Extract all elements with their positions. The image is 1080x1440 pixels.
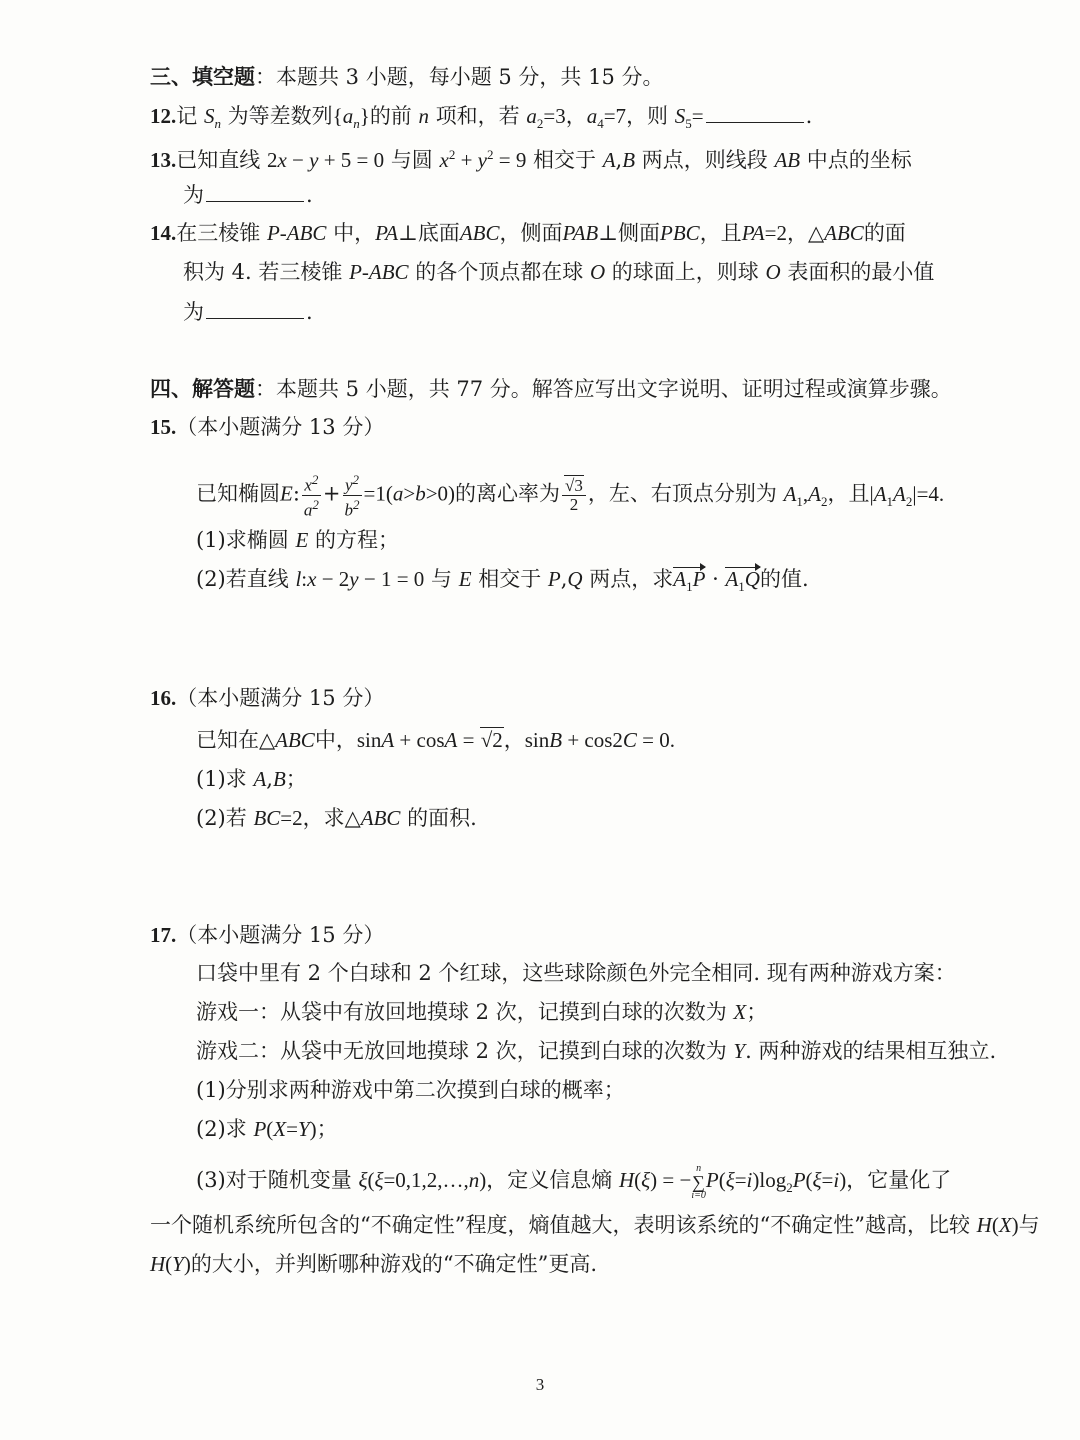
q16-part2: (2)若 BC=2，求△ABC 的面积. xyxy=(196,806,477,830)
q13-answer-blank[interactable] xyxy=(206,183,304,202)
q15-text: 的方程； xyxy=(314,528,399,552)
q17-text: 一个随机系统所包含的“不确定性”程度，熵值越大，表明该系统的“不确定性”越高，比较 xyxy=(150,1213,970,1237)
q12-answer-blank[interactable] xyxy=(706,104,804,123)
q17-text: 与 xyxy=(1018,1213,1040,1237)
q16-text: (2)若 xyxy=(196,806,247,830)
q17-stem xyxy=(196,958,956,988)
q16-text: ； xyxy=(285,767,307,791)
q15-text: 与 xyxy=(431,567,452,591)
q16-text: 已知在 xyxy=(196,728,259,752)
q17-text: (3)对于随机变量 xyxy=(196,1168,352,1192)
q14-text: 为 xyxy=(183,300,204,324)
q16-text: (1)求 xyxy=(196,767,247,791)
q14-text: 积为 4. 若三棱锥 xyxy=(183,260,343,284)
q17-part2: (2)求 P(X=Y)； xyxy=(196,1117,338,1141)
q17-text: 游戏二：从袋中无放回地摸球 2 次，记摸到白球的次数为 xyxy=(196,1039,727,1063)
q14-text: 底面 xyxy=(417,221,460,245)
q16-number: 16. xyxy=(150,686,177,710)
q16-text: 中， xyxy=(314,728,357,752)
q15-part1: (1)求椭圆 E 的方程； xyxy=(196,528,399,552)
question-12: 12.记 $S_n$ 为等差数列$\{a_n\}$的前 n 项和，若 $a_2=3$，$a_4=7$，则 $S_5=$ . xyxy=(150,104,813,132)
q17-part3: (3)对于随机变量 ξ(ξ=0,1,2,…,n)，定义信息熵 H(ξ) = − n ∑ i=0 $P(\xi=i)\log_2P(\xi=i)$，它量化了 xyxy=(196,1162,952,1201)
q14-number: 14. xyxy=(150,221,177,245)
q15-text: (1)求椭圆 xyxy=(196,528,289,552)
q17-game1: 游戏一：从袋中有放回地摸球 2 次，记摸到白球的次数为 X； xyxy=(196,1000,768,1024)
q15-text: 的离心率为 xyxy=(455,481,561,506)
q14-text: 侧面 xyxy=(618,221,661,245)
q15-text: 已知椭圆 xyxy=(196,481,280,506)
q15-text: ，左、右顶点分别为 xyxy=(587,481,777,506)
q13-text: 为 xyxy=(183,183,204,207)
q12-text: 记 xyxy=(176,104,198,128)
q12-text: 项和，若 xyxy=(435,104,520,128)
q17-text: ； xyxy=(746,1000,768,1024)
question-13: 13.已知直线 2x − y + 5 = 0 与圆 $x^2 + y^2 = 9$ 相交于 A,B 两点，则线段 AB 中点的坐标 xyxy=(150,147,912,172)
q14-text: 的面 xyxy=(863,221,906,245)
q14-text: 的球面上，则球 xyxy=(611,260,759,284)
q15-stem: 已知椭圆E: $\frac{x^2}{a^2}$ + $\frac{y^2}{b^2}$ =1(a>b>0)的离心率为 $\frac{√3}{2}$ ，左、右顶点分别为 $A_1,A_2$，且$|A_1A_2|=4$. xyxy=(196,472,945,520)
q17-number: 17. xyxy=(150,923,177,947)
q12-text: 为等差数列 xyxy=(227,104,333,128)
q15-score: （本小题满分 13 分） xyxy=(176,415,385,439)
section4-heading: 四、解答题 xyxy=(150,376,255,401)
section3-desc: ：本题共 3 小题，每小题 5 分，共 15 分。 xyxy=(255,65,664,89)
q15-part2: (2)若直线 l:x − 2y − 1 = 0 与 E 相交于 P,Q 两点，求$A_1P \cdot A_1Q$的值. xyxy=(196,564,809,602)
q12-text: ， xyxy=(565,104,587,128)
q12-text: 的前 xyxy=(369,104,412,128)
q14-text: ，侧面 xyxy=(499,221,563,245)
q16-stem: 已知在△ABC中，sinA + cosA = √2，sinB + cos2C = 0. xyxy=(196,728,676,752)
q17-text: ，定义信息熵 xyxy=(486,1168,613,1192)
section4-desc: ：本题共 5 小题，共 77 分。解答应写出文字说明、证明过程或演算步骤。 xyxy=(255,377,952,401)
page-number: 3 xyxy=(535,1375,545,1394)
question-16-header xyxy=(150,683,384,713)
q15-text: ，且 xyxy=(827,481,870,506)
q14-answer-blank[interactable] xyxy=(206,300,304,319)
q16-score: （本小题满分 15 分） xyxy=(176,686,385,710)
q12-text: ，则 xyxy=(626,104,669,128)
q17-text: (2)求 xyxy=(196,1117,247,1141)
question-17-header xyxy=(150,920,384,950)
q17-text: ； xyxy=(316,1117,338,1141)
q16-text: ，求 xyxy=(302,806,345,830)
section3-heading: 三、填空题 xyxy=(150,64,255,89)
q13-text: 中点的坐标 xyxy=(806,148,912,172)
q12-end: . xyxy=(805,104,813,128)
q14-text: 在三棱锥 xyxy=(176,221,261,245)
q14-text: 中， xyxy=(333,221,376,245)
q15-text: (2)若直线 xyxy=(196,567,289,591)
section3-title xyxy=(150,62,664,92)
q14-text: 的各个顶点都在球 xyxy=(415,260,584,284)
q15-text: 相交于 xyxy=(478,567,542,591)
q13-end: . xyxy=(306,183,313,207)
q13-number: 13. xyxy=(150,148,177,172)
q15-text: 两点，求 xyxy=(589,567,674,591)
q17-game2: 游戏二：从袋中无放回地摸球 2 次，记摸到白球的次数为 Y. 两种游戏的结果相互独立. xyxy=(196,1039,997,1063)
q17-text: 口袋中里有 2 个白球和 2 个红球，这些球除颜色外完全相同. 现有两种游戏方案： xyxy=(196,961,956,985)
question-13-line2 xyxy=(183,180,313,210)
q17-text: . 两种游戏的结果相互独立. xyxy=(745,1039,997,1063)
q14-end: . xyxy=(306,300,313,324)
question-14-line2: 积为 4. 若三棱锥 P-ABC 的各个顶点都在球 O 的球面上，则球 O 表面积的最小值 xyxy=(183,260,935,284)
q13-text: 两点，则线段 xyxy=(641,148,768,172)
section4-title xyxy=(150,374,952,404)
q13-text: 相交于 xyxy=(533,148,597,172)
q12-number: 12. xyxy=(150,104,177,128)
q16-text: 的面积. xyxy=(407,806,477,830)
q16-part1: (1)求 A,B； xyxy=(196,767,307,791)
q17-part1 xyxy=(196,1075,625,1105)
q17-text: 游戏一：从袋中有放回地摸球 2 次，记摸到白球的次数为 xyxy=(196,1000,727,1024)
q17-text: ，它量化了 xyxy=(846,1168,952,1192)
q13-text: 已知直线 xyxy=(176,148,261,172)
question-14-line3 xyxy=(183,297,313,327)
question-15-header xyxy=(150,412,384,442)
q17-part3-line3: H(Y)的大小，并判断哪种游戏的“不确定性”更高. xyxy=(150,1252,598,1276)
q17-score: （本小题满分 15 分） xyxy=(176,923,385,947)
q15-text: 的值. xyxy=(759,567,809,591)
q15-number: 15. xyxy=(150,415,177,439)
q14-text: 表面积的最小值 xyxy=(787,260,935,284)
q17-part3-line2: 一个随机系统所包含的“不确定性”程度，熵值越大，表明该系统的“不确定性”越高，比较 H(X)与 xyxy=(150,1213,1040,1237)
question-14: 14.在三棱锥 P-ABC 中，PA⊥底面ABC，侧面PAB⊥侧面PBC，且PA=2，△ABC的面 xyxy=(150,221,906,245)
q17-text: 的大小，并判断哪种游戏的“不确定性”更高. xyxy=(190,1252,598,1276)
q13-text: 与圆 xyxy=(390,148,433,172)
q17-text: (1)分别求两种游戏中第二次摸到白球的概率； xyxy=(196,1078,625,1102)
q14-text: ，且 xyxy=(699,221,742,245)
